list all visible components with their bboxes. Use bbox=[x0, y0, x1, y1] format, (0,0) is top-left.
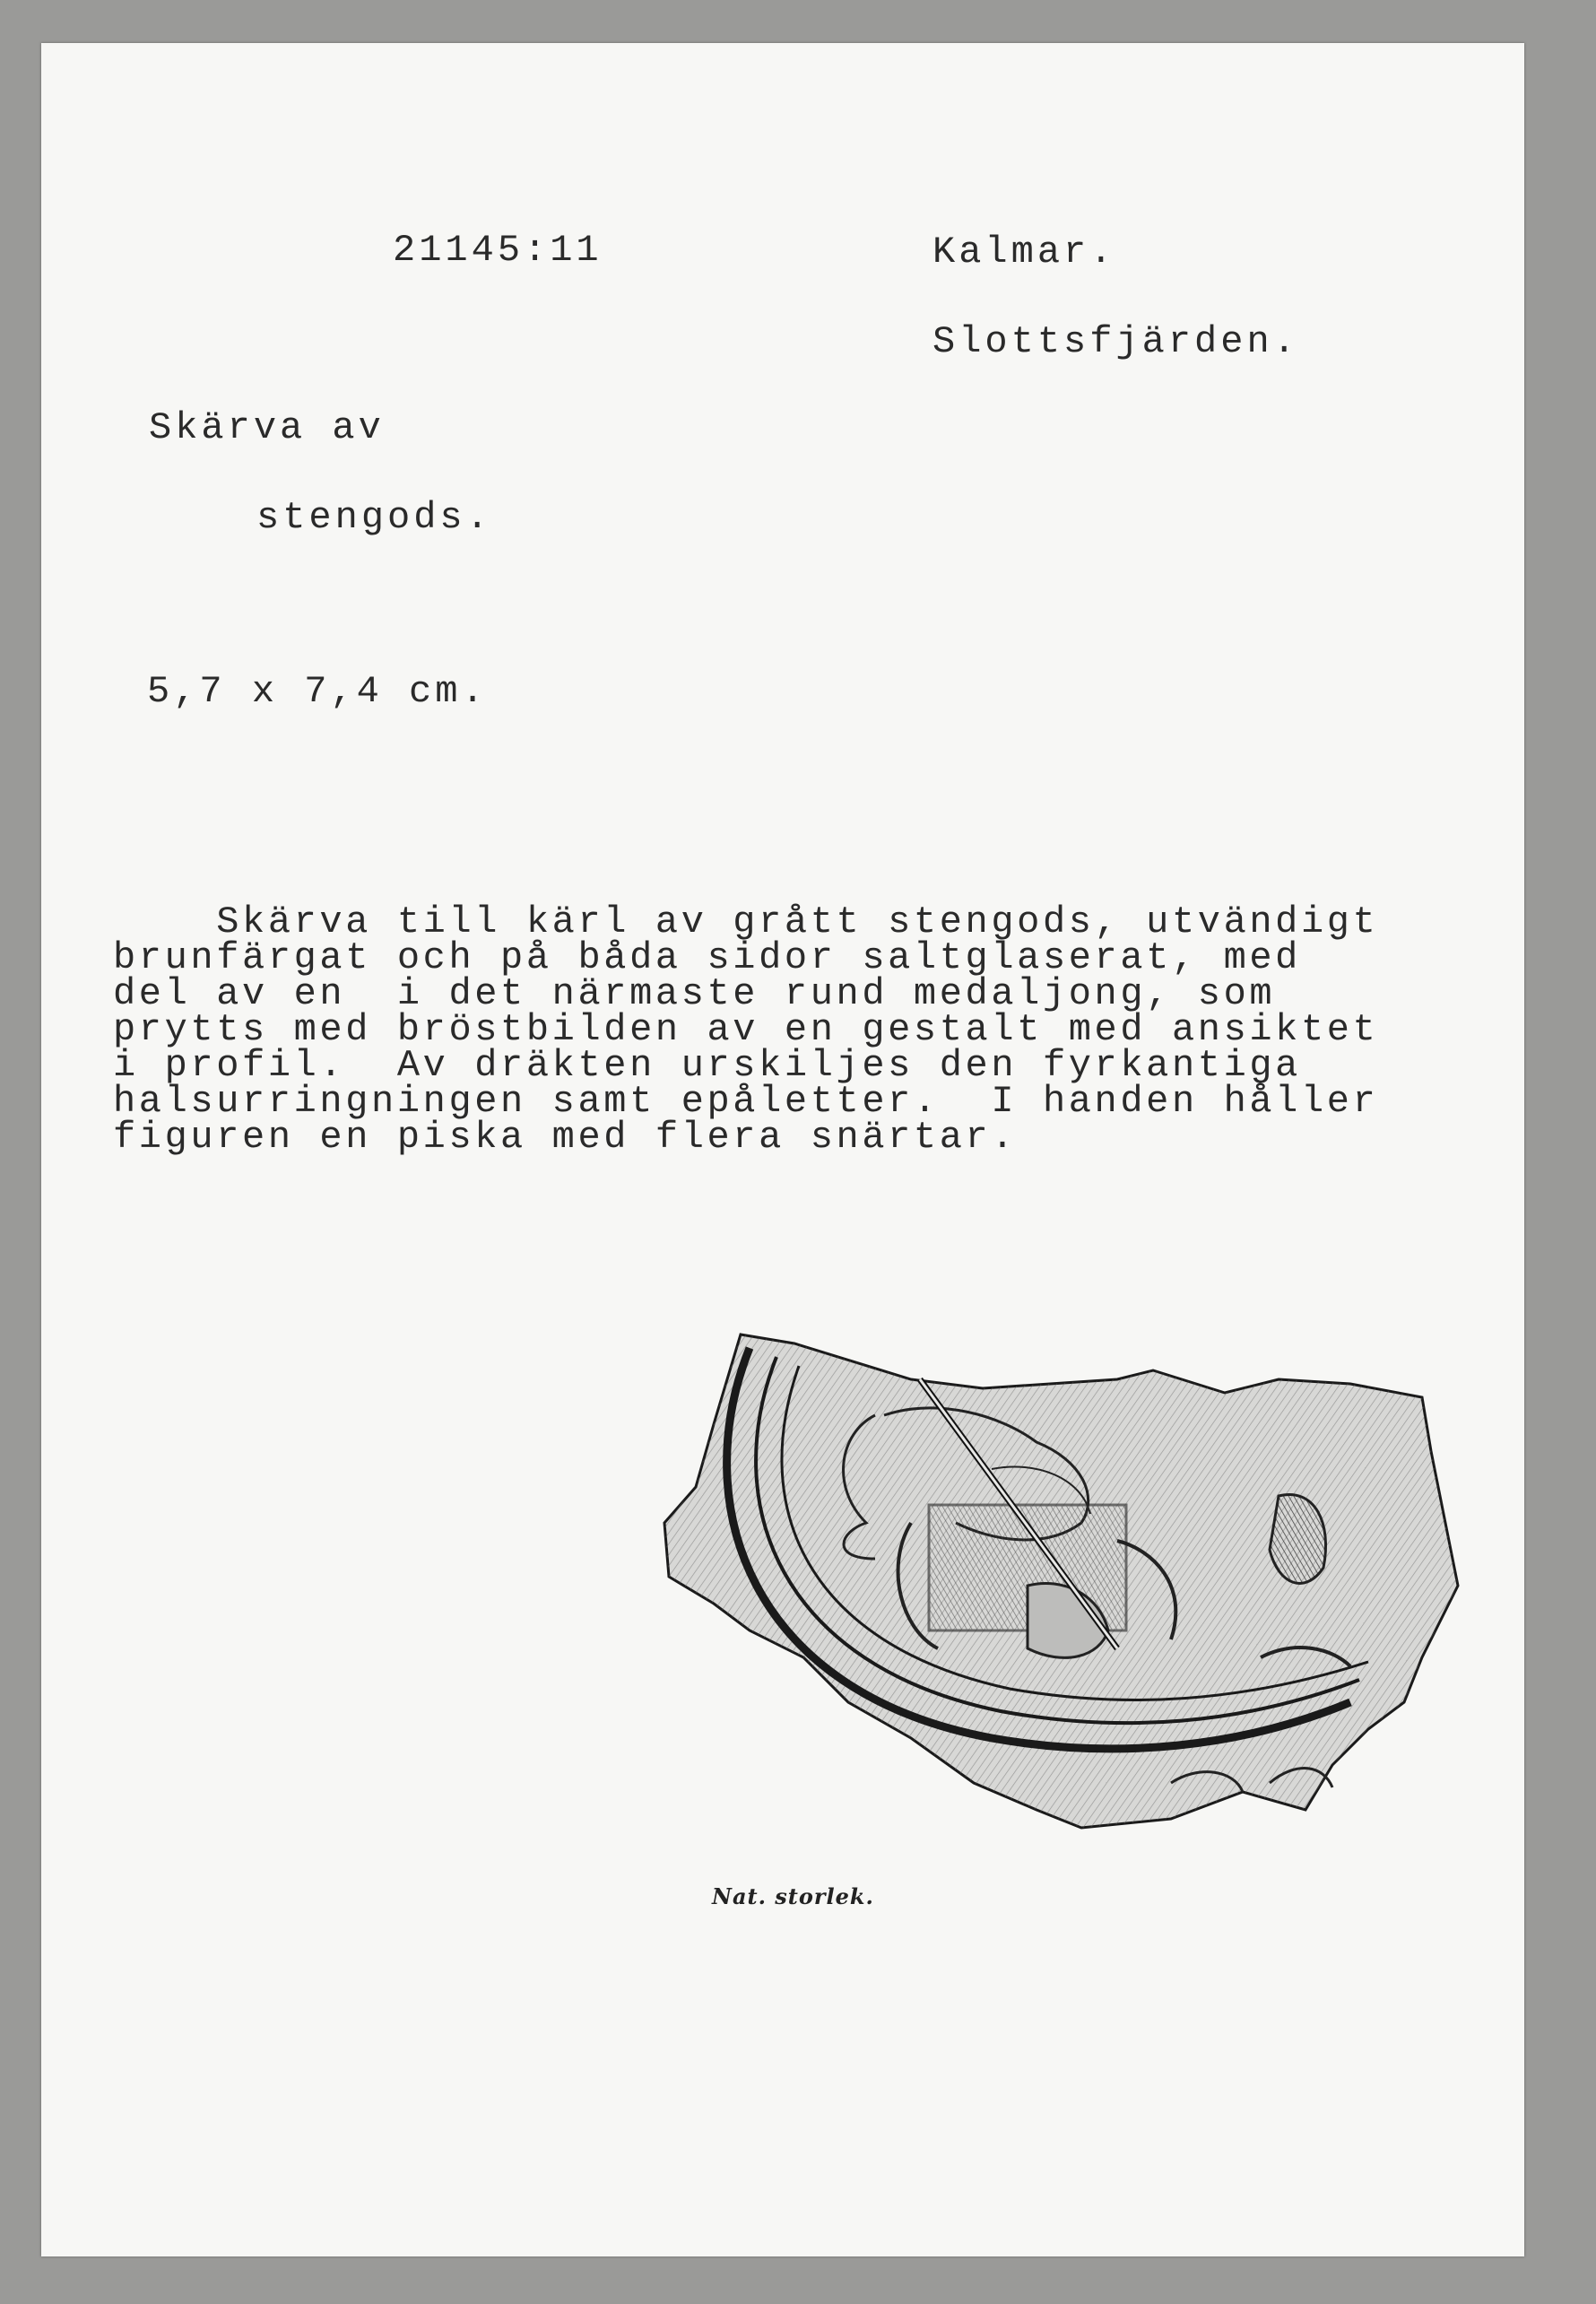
scale-caption: Nat. storlek. bbox=[712, 1883, 874, 1909]
description-line: del av en i det närmaste rund medaljong, som bbox=[113, 972, 1276, 1015]
description-line: figuren en piska med flera snärtar. bbox=[113, 1116, 1018, 1159]
description-text bbox=[113, 900, 1379, 1159]
catalog-number: 21145:11 bbox=[393, 229, 603, 272]
description-line: i profil. Av dräkten urskiljes den fyrkantiga bbox=[113, 1044, 1301, 1087]
catalog-card bbox=[41, 43, 1524, 2256]
object-dimensions: 5,7 x 7,4 cm. bbox=[147, 670, 488, 713]
object-title-line-2: stengods. bbox=[256, 496, 492, 539]
description-line: Skärva till kärl av grått stengods, utvändigt bbox=[113, 900, 1379, 943]
description-line: halsurringningen samt epåletter. I handen håller bbox=[113, 1080, 1379, 1123]
find-site: Slottsfjärden. bbox=[932, 320, 1299, 363]
description-line: brunfärgat och på båda sidor saltglaserat, med bbox=[113, 936, 1301, 979]
object-title-line-1: Skärva av bbox=[149, 406, 385, 449]
description-line: prytts med bröstbilden av en gestalt med ansiktet bbox=[113, 1008, 1379, 1051]
sherd-drawing bbox=[615, 1281, 1476, 1873]
find-place: Kalmar. bbox=[932, 230, 1116, 274]
